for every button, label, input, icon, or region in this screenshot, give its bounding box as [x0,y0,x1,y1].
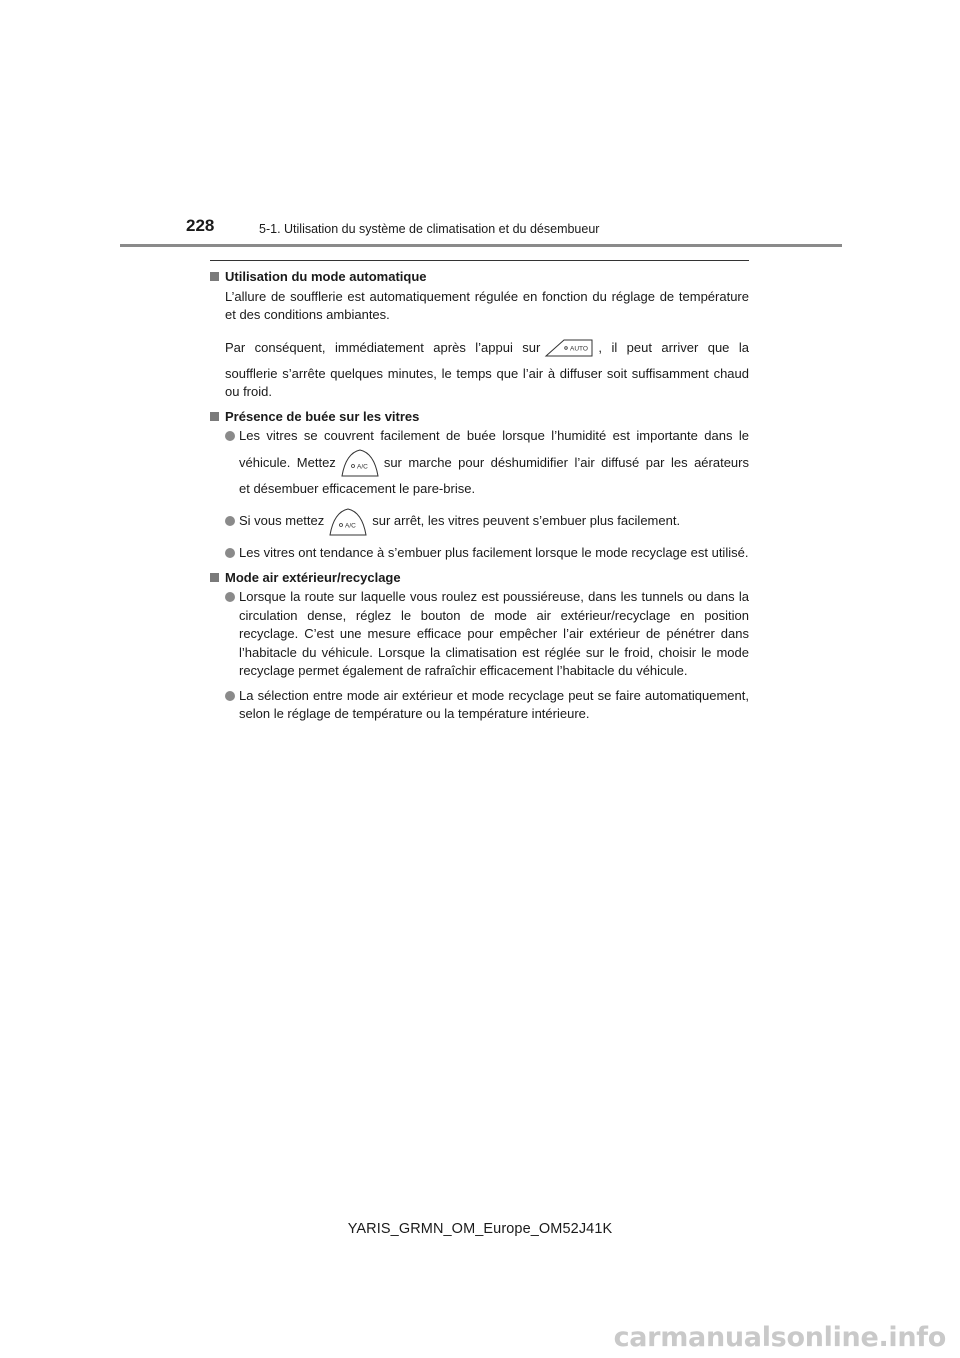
text: Les vitres ont tendance à s’embuer plus facilement lorsque le mode recyclage est utilisé. [239,545,749,560]
bullet-item [210,427,749,498]
watermark: carmanualsonline.info [613,1322,946,1353]
header-rule [120,244,842,247]
heading-air-mode [210,569,749,588]
heading-fog [210,408,749,427]
text: La sélection entre mode air extérieur et mode recyclage peut se faire automatiquement, selon le réglage de température ou la température intérieure. [239,687,749,721]
heading-text: Présence de buée sur les vitres [225,408,420,424]
text: Les vitres se couvrent facilement de buée lorsque l’humidité est importante dans le [239,428,749,443]
footer-manual-id: YARIS_GRMN_OM_Europe_OM52J41K [347,1221,613,1237]
paragraph: L’allure de soufflerie est automatiquement régulée en fonction du réglage de température et des conditions ambiantes. [225,288,749,322]
square-bullet-icon [210,272,219,281]
text: Par conséquent, immédiatement après l’appui sur [225,339,541,355]
line-with-icon [239,446,749,480]
circle-bullet-icon [225,516,235,526]
text: sur arrêt, les vitres peuvent s’embuer plus facilement. [372,513,681,528]
text: et désembuer efficacement le pare-brise. [239,480,476,496]
circle-bullet-icon [225,548,235,558]
auto-button-icon [544,339,594,357]
circle-bullet-icon [225,592,235,602]
bullet-item [210,588,749,681]
square-bullet-icon [210,573,219,582]
ac-button-icon [328,508,368,536]
circle-bullet-icon [225,691,235,701]
text: sur marche pour déshumidifier l’air diffusé par les aérateurs [383,454,749,470]
content [210,266,749,730]
paragraph: soufflerie s’arrête quelques minutes, le temps que l’air à diffuser soit suffisamment chaud ou froid. [225,365,749,399]
paragraph-with-icon [210,331,749,365]
bullet-item [210,544,749,563]
square-bullet-icon [210,412,219,421]
bullet-item [210,687,749,724]
heading-text: Utilisation du mode automatique [225,269,427,284]
text: Si vous mettez [239,513,325,528]
circle-bullet-icon [225,431,235,441]
text: véhicule. Mettez [239,454,336,470]
heading-auto-mode [210,268,749,287]
ac-icon-label: A/C [345,522,357,530]
section-title: 5-1. Utilisation du système de climatisation et du désembueur [259,222,600,236]
text: , il peut arriver que la [598,339,749,355]
text: Lorsque la route sur laquelle vous roulez est poussiéreuse, dans les tunnels ou dans la circulation dense, réglez le bouton de mode air extérieur/recyclage en position recyclage. C’est une mesure efficace pour empêcher l’air extérieur de pénétrer dans l’habitacle du véhicule. Lorsque la climatisation est réglée sur le froid, choisir le mode recyclage permet également de rafraîchir efficacement l’habitacle du véhicule. [239,589,749,678]
heading-text: Mode air extérieur/recyclage [225,569,401,585]
page-number: 228 [186,216,215,235]
bullet-item [210,504,749,538]
auto-icon-label: AUTO [570,345,589,353]
content-rule [210,260,749,261]
ac-icon-label: A/C [356,463,368,471]
ac-button-icon [340,449,380,477]
